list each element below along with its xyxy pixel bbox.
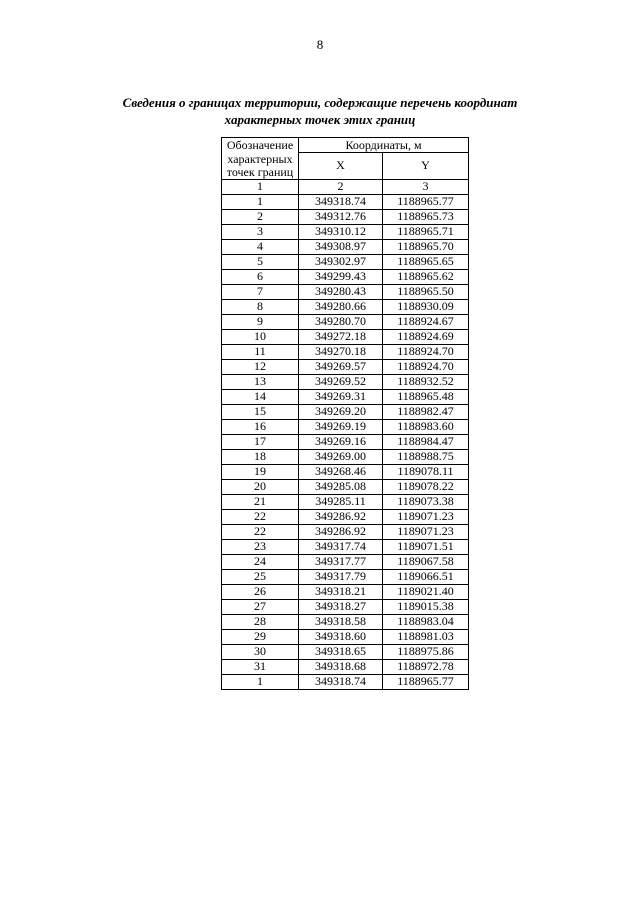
- point-number-cell: 17: [222, 434, 299, 449]
- x-coordinate-cell: 349318.60: [299, 629, 383, 644]
- y-coordinate-cell: 1189071.51: [383, 539, 469, 554]
- x-coordinate-cell: 349318.68: [299, 659, 383, 674]
- x-coordinate-cell: 349269.31: [299, 389, 383, 404]
- x-coordinate-cell: 349312.76: [299, 209, 383, 224]
- x-coordinate-cell: 349272.18: [299, 329, 383, 344]
- point-number-cell: 7: [222, 284, 299, 299]
- point-number-cell: 30: [222, 644, 299, 659]
- y-coordinate-cell: 1188983.04: [383, 614, 469, 629]
- table-row: [222, 434, 469, 449]
- point-number-cell: 18: [222, 449, 299, 464]
- x-coordinate-cell: 349285.11: [299, 494, 383, 509]
- table-row: [222, 659, 469, 674]
- point-number-cell: 22: [222, 509, 299, 524]
- x-coordinate-cell: 349317.77: [299, 554, 383, 569]
- y-coordinate-cell: 1189078.11: [383, 464, 469, 479]
- x-coordinate-cell: 349269.52: [299, 374, 383, 389]
- document-title-line-1: Сведения о границах территории, содержащие перечень координат: [122, 95, 518, 110]
- table-row: [222, 299, 469, 314]
- y-coordinate-cell: 1189078.22: [383, 479, 469, 494]
- x-coordinate-cell: 349269.57: [299, 359, 383, 374]
- point-number-cell: 31: [222, 659, 299, 674]
- y-coordinate-cell: 1189067.58: [383, 554, 469, 569]
- column-number: 1: [222, 179, 299, 194]
- table-row: [222, 374, 469, 389]
- point-designation-header-bottom: характерных точек границ: [222, 153, 299, 180]
- y-coordinate-cell: 1189071.23: [383, 509, 469, 524]
- point-number-cell: 9: [222, 314, 299, 329]
- column-numbers-row: [222, 179, 469, 194]
- x-coordinate-cell: 349317.79: [299, 569, 383, 584]
- x-coordinate-cell: 349285.08: [299, 479, 383, 494]
- table-row: [222, 224, 469, 239]
- table-row: [222, 344, 469, 359]
- table-row: [222, 239, 469, 254]
- y-coordinate-cell: 1188924.69: [383, 329, 469, 344]
- x-coordinate-cell: 349280.70: [299, 314, 383, 329]
- table-row: [222, 209, 469, 224]
- point-designation-header-top: Обозначение: [222, 138, 299, 153]
- x-coordinate-cell: 349280.66: [299, 299, 383, 314]
- y-coordinate-cell: 1188965.71: [383, 224, 469, 239]
- y-coordinate-cell: 1188965.73: [383, 209, 469, 224]
- point-number-cell: 20: [222, 479, 299, 494]
- x-coordinate-cell: 349318.74: [299, 674, 383, 689]
- table-row: [222, 449, 469, 464]
- y-coordinate-cell: 1189071.23: [383, 524, 469, 539]
- x-coordinate-cell: 349318.74: [299, 194, 383, 209]
- point-number-cell: 3: [222, 224, 299, 239]
- point-number-cell: 1: [222, 194, 299, 209]
- x-coordinate-cell: 349286.92: [299, 524, 383, 539]
- point-number-cell: 11: [222, 344, 299, 359]
- y-coordinate-cell: 1188984.47: [383, 434, 469, 449]
- point-number-cell: 6: [222, 269, 299, 284]
- y-coordinate-cell: 1188924.70: [383, 359, 469, 374]
- point-number-cell: 8: [222, 299, 299, 314]
- table-row: [222, 599, 469, 614]
- x-coordinate-cell: 349268.46: [299, 464, 383, 479]
- y-coordinate-cell: 1189066.51: [383, 569, 469, 584]
- y-coordinate-cell: 1188930.09: [383, 299, 469, 314]
- x-coordinate-cell: 349280.43: [299, 284, 383, 299]
- coordinates-table: [221, 137, 469, 690]
- x-coordinate-cell: 349269.20: [299, 404, 383, 419]
- x-coordinate-cell: 349318.27: [299, 599, 383, 614]
- x-column-header: X: [299, 153, 383, 180]
- x-coordinate-cell: 349318.58: [299, 614, 383, 629]
- y-coordinate-cell: 1188924.70: [383, 344, 469, 359]
- table-row: [222, 314, 469, 329]
- table-row: [222, 524, 469, 539]
- table-row: [222, 404, 469, 419]
- point-number-cell: 4: [222, 239, 299, 254]
- y-coordinate-cell: 1188924.67: [383, 314, 469, 329]
- point-number-cell: 10: [222, 329, 299, 344]
- table-row: [222, 569, 469, 584]
- x-coordinate-cell: 349318.21: [299, 584, 383, 599]
- point-number-cell: 27: [222, 599, 299, 614]
- y-coordinate-cell: 1188965.65: [383, 254, 469, 269]
- x-coordinate-cell: 349299.43: [299, 269, 383, 284]
- x-coordinate-cell: 349269.00: [299, 449, 383, 464]
- table-row: [222, 539, 469, 554]
- y-coordinate-cell: 1188988.75: [383, 449, 469, 464]
- point-number-cell: 25: [222, 569, 299, 584]
- point-number-cell: 15: [222, 404, 299, 419]
- column-number: 3: [383, 179, 469, 194]
- table-row: [222, 479, 469, 494]
- x-coordinate-cell: 349308.97: [299, 239, 383, 254]
- y-coordinate-cell: 1188965.70: [383, 239, 469, 254]
- point-number-cell: 12: [222, 359, 299, 374]
- table-row: [222, 614, 469, 629]
- table-row: [222, 419, 469, 434]
- point-number-cell: 16: [222, 419, 299, 434]
- y-coordinate-cell: 1189073.38: [383, 494, 469, 509]
- y-coordinate-cell: 1188983.60: [383, 419, 469, 434]
- table-row: [222, 584, 469, 599]
- table-row: [222, 359, 469, 374]
- table-row: [222, 254, 469, 269]
- y-coordinate-cell: 1188965.50: [383, 284, 469, 299]
- x-coordinate-cell: 349286.92: [299, 509, 383, 524]
- table-row: [222, 629, 469, 644]
- point-number-cell: 21: [222, 494, 299, 509]
- y-coordinate-cell: 1188972.78: [383, 659, 469, 674]
- x-coordinate-cell: 349317.74: [299, 539, 383, 554]
- point-number-cell: 28: [222, 614, 299, 629]
- point-number-cell: 13: [222, 374, 299, 389]
- point-number-cell: 24: [222, 554, 299, 569]
- table-row: [222, 329, 469, 344]
- table-row: [222, 194, 469, 209]
- point-number-cell: 2: [222, 209, 299, 224]
- table-row: [222, 644, 469, 659]
- point-number-cell: 29: [222, 629, 299, 644]
- point-number-cell: 14: [222, 389, 299, 404]
- x-coordinate-cell: 349302.97: [299, 254, 383, 269]
- point-number-cell: 5: [222, 254, 299, 269]
- y-coordinate-cell: 1188932.52: [383, 374, 469, 389]
- table-row: [222, 554, 469, 569]
- y-coordinate-cell: 1188965.48: [383, 389, 469, 404]
- x-coordinate-cell: 349270.18: [299, 344, 383, 359]
- y-coordinate-cell: 1188975.86: [383, 644, 469, 659]
- table-row: [222, 269, 469, 284]
- document-title: [100, 94, 540, 128]
- y-coordinate-cell: 1188965.77: [383, 194, 469, 209]
- table-row: [222, 389, 469, 404]
- x-coordinate-cell: 349269.19: [299, 419, 383, 434]
- table-row: [222, 284, 469, 299]
- y-coordinate-cell: 1188965.62: [383, 269, 469, 284]
- y-coordinate-cell: 1189015.38: [383, 599, 469, 614]
- x-coordinate-cell: 349318.65: [299, 644, 383, 659]
- coordinates-header: Координаты, м: [299, 138, 469, 153]
- y-coordinate-cell: 1188982.47: [383, 404, 469, 419]
- y-coordinate-cell: 1188965.77: [383, 674, 469, 689]
- table-row: [222, 494, 469, 509]
- table-row: [222, 464, 469, 479]
- table-row: [222, 674, 469, 689]
- point-number-cell: 1: [222, 674, 299, 689]
- y-coordinate-cell: 1188981.03: [383, 629, 469, 644]
- y-column-header: Y: [383, 153, 469, 180]
- table-body: [222, 194, 469, 689]
- point-number-cell: 22: [222, 524, 299, 539]
- x-coordinate-cell: 349269.16: [299, 434, 383, 449]
- table-row: [222, 509, 469, 524]
- column-number: 2: [299, 179, 383, 194]
- document-title-line-2: характерных точек этих границ: [224, 112, 416, 127]
- table-header: [222, 138, 469, 195]
- point-number-cell: 19: [222, 464, 299, 479]
- point-number-cell: 26: [222, 584, 299, 599]
- y-coordinate-cell: 1189021.40: [383, 584, 469, 599]
- x-coordinate-cell: 349310.12: [299, 224, 383, 239]
- page-number: 8: [316, 37, 324, 52]
- point-number-cell: 23: [222, 539, 299, 554]
